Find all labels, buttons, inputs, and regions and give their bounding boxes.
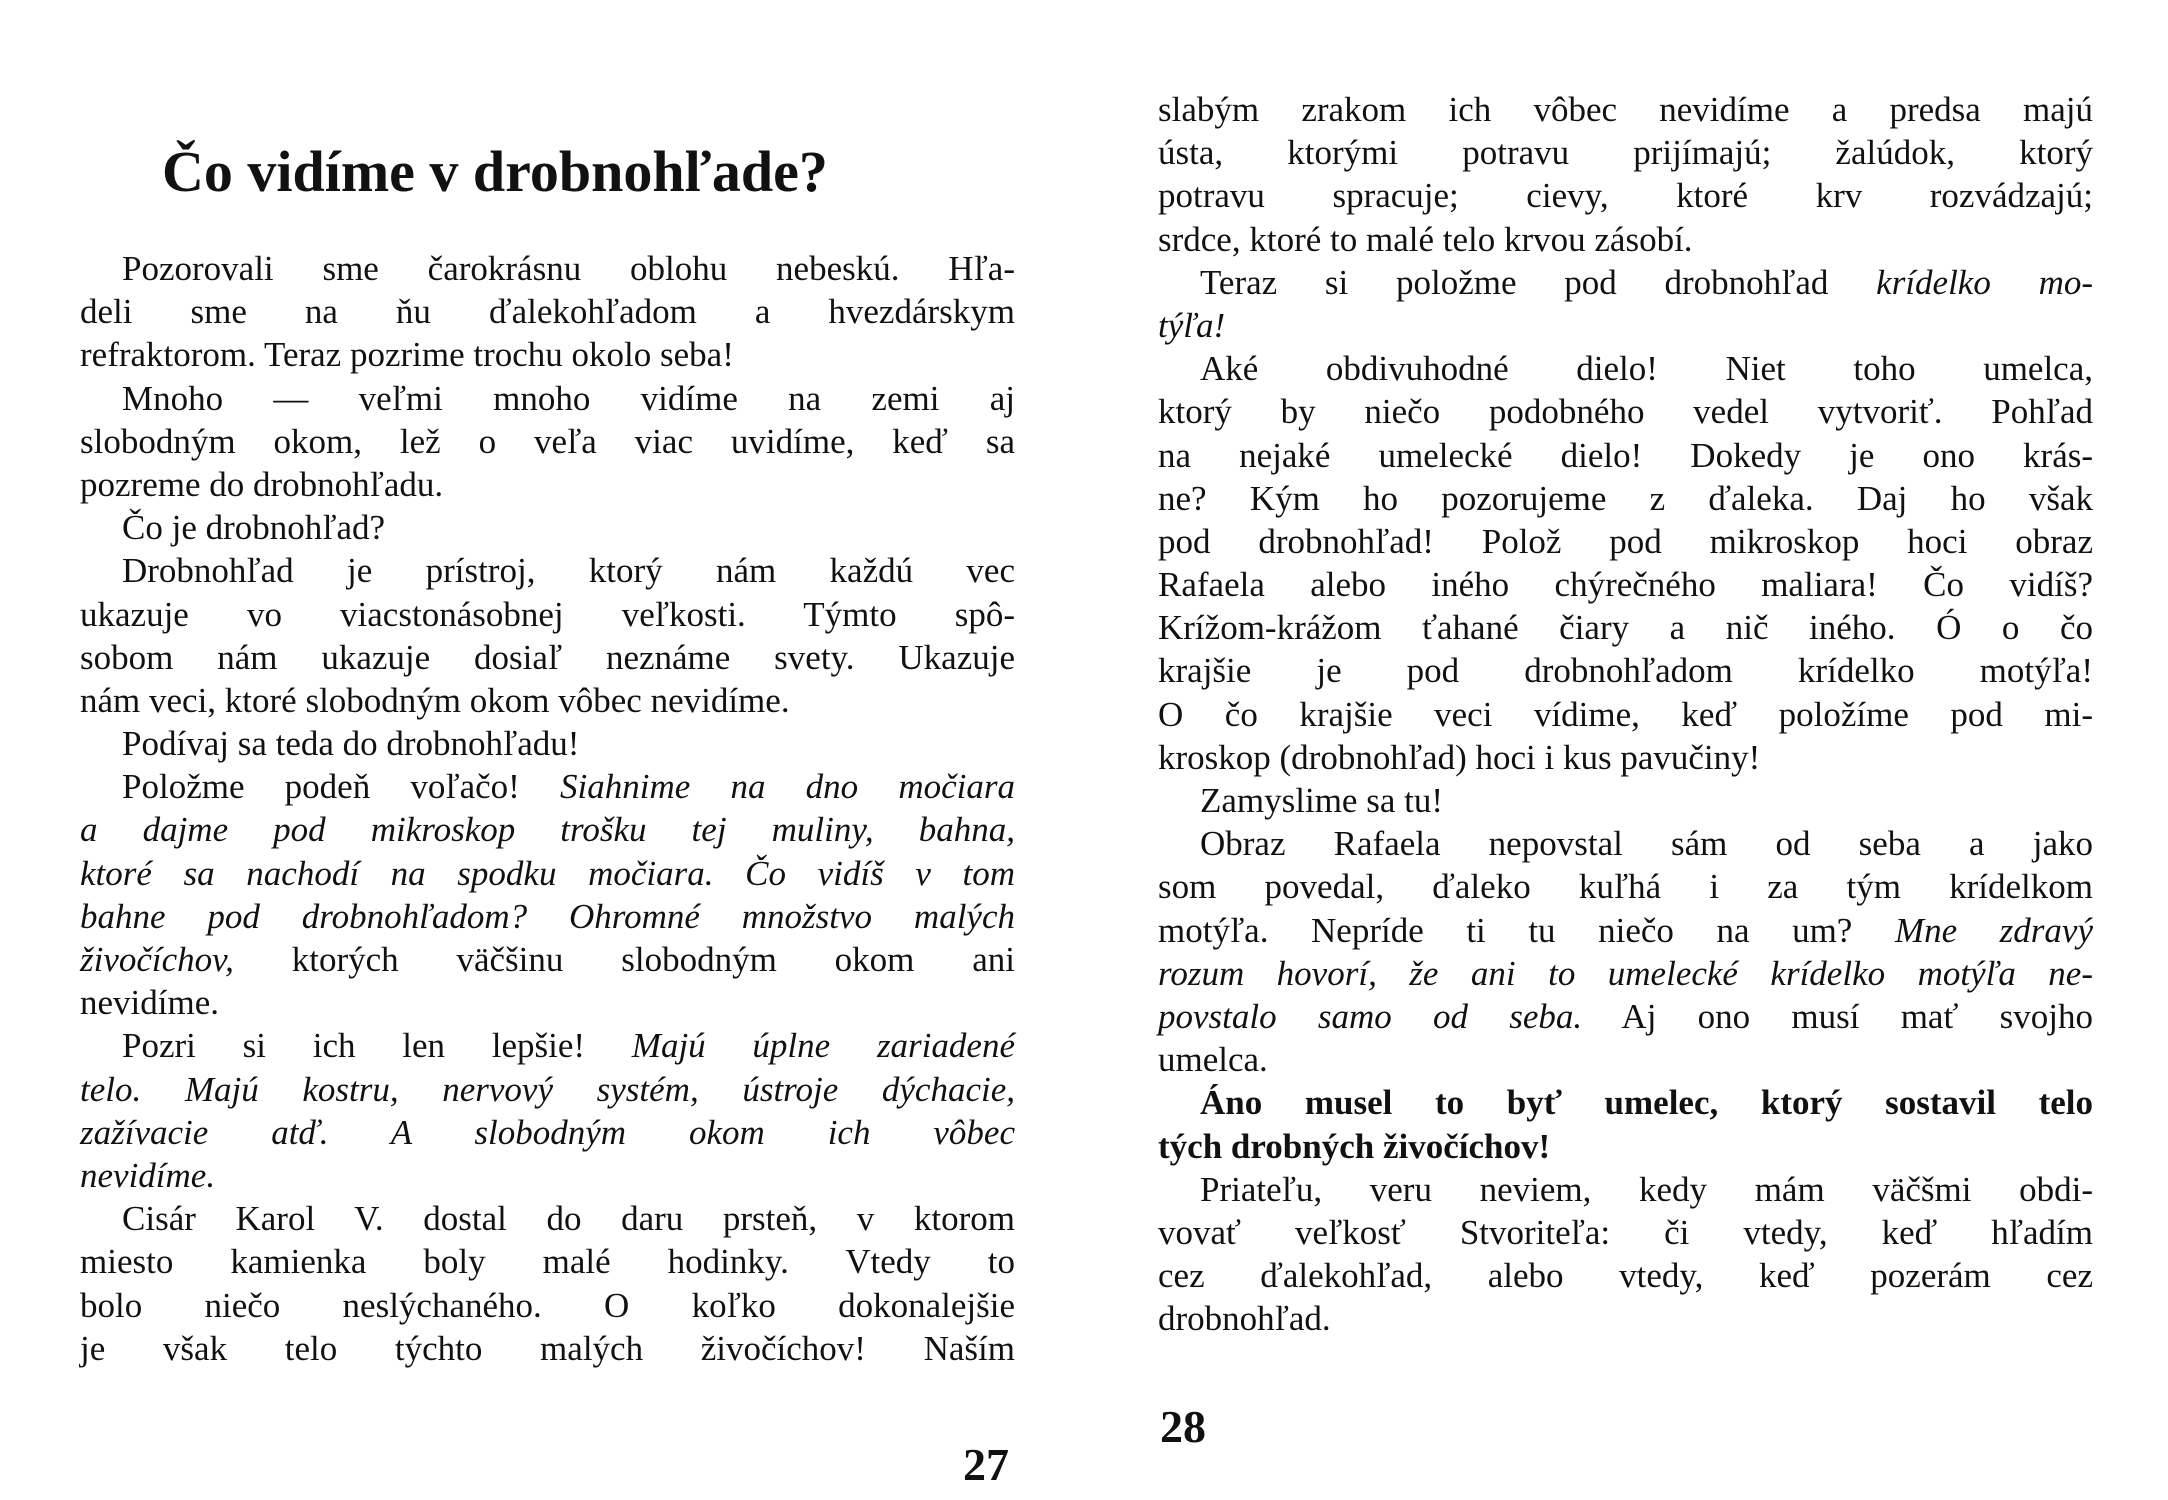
text-line-content: drobnohľad.: [1158, 1299, 1331, 1339]
text-line: [1158, 952, 2093, 995]
text-line: [1158, 779, 2093, 822]
text-line-content: Teraz si položme pod drobnohľad: [1200, 262, 1829, 302]
text-line-content: miesto kamienka boly malé hodinky. Vtedy to: [80, 1242, 1015, 1282]
text-line-content: pod drobnohľad! Polož pod mikroskop hoci obraz: [1158, 521, 2093, 561]
text-line: [1158, 736, 2093, 779]
text-line-content: srdce, ktoré to malé telo krvou zásobí.: [1158, 219, 1693, 259]
text-line: [80, 722, 1015, 765]
text-line-content: slobodným okom, lež o veľa viac uvidíme, keď sa: [80, 421, 1015, 461]
text-line-content: bahne pod drobnohľadom? Ohromné množstvo malých: [80, 896, 1015, 936]
text-line-content: Čo je drobnohľad?: [122, 508, 386, 548]
text-line-content: je však telo týchto malých živočíchov! Naším: [80, 1328, 1015, 1368]
text-line: [80, 1240, 1015, 1283]
text-line-content: nevidíme.: [80, 983, 219, 1023]
text-line: [1158, 261, 2093, 304]
text-line-content: krajšie je pod drobnohľadom krídelko motýľa!: [1158, 651, 2093, 691]
text-line: [80, 1197, 1015, 1240]
text-line: [80, 1024, 1015, 1067]
text-line: [1158, 1168, 2093, 1211]
text-line: [1158, 1081, 2093, 1124]
text-line: [1158, 649, 2093, 692]
text-line: [80, 981, 1015, 1024]
text-line: [1158, 1211, 2093, 1254]
text-line-content: ústa, ktorými potravu prijímajú; žalúdok, ktorý: [1158, 133, 2093, 173]
text-line-content: ne? Kým ho pozorujeme z ďaleka. Daj ho však: [1158, 478, 2093, 518]
text-line-content: ktoré sa nachodí na spodku močiara. Čo vidíš v tom: [80, 853, 1015, 893]
text-line-content: som povedal, ďaleko kuľhá i za tým krídelkom: [1158, 867, 2093, 907]
left-page-number: 27: [963, 1439, 1009, 1490]
text-line-content: Pozri si ich len lepšie!: [122, 1026, 586, 1066]
text-line: [80, 808, 1015, 851]
text-line-content: Podívaj sa teda do drobnohľadu!: [122, 724, 580, 764]
text-line: [80, 1111, 1015, 1154]
text-line: [80, 765, 1015, 808]
text-line: [1158, 1125, 2093, 1168]
text-line: [1158, 995, 2093, 1038]
text-line: [80, 549, 1015, 592]
text-line-content: rozum hovorí, že ani to umelecké krídelko motýľa ne-: [1158, 953, 2093, 993]
text-line: [1158, 606, 2093, 649]
text-line: [1158, 1297, 2093, 1340]
left-page-text: [80, 247, 1015, 1370]
text-line-content: ktorý by niečo podobného vedel vytvoriť. Pohľad: [1158, 392, 2093, 432]
text-line-content: bolo niečo neslýchaného. O koľko dokonalejšie: [80, 1285, 1015, 1325]
text-line: [1158, 563, 2093, 606]
text-line-content: pozreme do drobnohľadu.: [80, 464, 444, 504]
text-line: [1158, 1038, 2093, 1081]
page-title: Čo vidíme v drobnohľade?: [162, 139, 828, 204]
text-line-content: deli sme na ňu ďalekohľadom a hvezdárskym: [80, 292, 1015, 332]
text-line: [80, 938, 1015, 981]
text-line-content: povstalo samo od seba.: [1158, 996, 1583, 1036]
text-line: [1158, 693, 2093, 736]
text-line-content: Krížom-krážom ťahané čiary a nič iného. Ó o čo: [1158, 608, 2093, 648]
text-line-content: vovať veľkosť Stvoriteľa: či vtedy, keď hľadím: [1158, 1212, 2093, 1252]
text-line-italic-part: Mne zdravý: [1852, 910, 2093, 950]
text-line: [80, 463, 1015, 506]
right-page-number: 28: [1160, 1401, 1206, 1452]
text-line-content: Položme podeň voľačo!: [122, 767, 520, 807]
text-line: [1158, 218, 2093, 261]
right-page-text: [1158, 88, 2093, 1340]
text-line-content: refraktorom. Teraz pozrime trochu okolo seba!: [80, 335, 734, 375]
text-line: [80, 420, 1015, 463]
text-line-plain-part: ktorých väčšinu slobodným okom ani: [233, 940, 1015, 979]
text-line-content: telo. Majú kostru, nervový systém, ústroje dýchacie,: [80, 1069, 1015, 1109]
text-line-italic-part: Majú úplne zariadené: [585, 1026, 1015, 1066]
text-line: [1158, 88, 2093, 131]
text-line: [80, 895, 1015, 938]
text-line: [1158, 909, 2093, 952]
text-line-content: kroskop (drobnohľad) hoci i kus pavučiny!: [1158, 737, 1761, 777]
text-line: [80, 1327, 1015, 1370]
text-line: [80, 1284, 1015, 1327]
text-line-content: O čo krajšie veci vídime, keď položíme pod mi-: [1158, 694, 2093, 734]
text-line: [1158, 174, 2093, 217]
text-line: [1158, 390, 2093, 433]
text-line: [80, 1154, 1015, 1197]
text-line-content: Priateľu, veru neviem, kedy mám väčšmi obdi-: [1200, 1169, 2093, 1209]
text-line-content: Obraz Rafaela nepovstal sám od seba a jako: [1200, 824, 2093, 864]
text-line-content: Drobnohľad je prístroj, ktorý nám každú vec: [122, 551, 1015, 591]
text-line: [80, 247, 1015, 290]
text-line-content: tých drobných živočíchov!: [1158, 1126, 1551, 1166]
text-line-content: živočíchov,: [80, 940, 234, 979]
text-line-plain-part: Aj ono musí mať svojho: [1582, 996, 2094, 1036]
text-line-content: potravu spracuje; cievy, ktoré krv rozvádzajú;: [1158, 176, 2093, 216]
text-line: [1158, 1254, 2093, 1297]
text-line-content: Rafaela alebo iného chýrečného maliara! Čo vidíš?: [1158, 565, 2093, 605]
text-line-italic-part: Siahnime na dno močiara: [519, 767, 1015, 807]
text-line-content: nevidíme.: [80, 1155, 216, 1195]
text-line-content: umelca.: [1158, 1040, 1268, 1080]
text-line: [80, 636, 1015, 679]
text-line-content: nám veci, ktoré slobodným okom vôbec nevidíme.: [80, 680, 790, 720]
text-line: [80, 333, 1015, 376]
text-line-content: Zamyslime sa tu!: [1200, 781, 1444, 820]
text-line: [1158, 304, 2093, 347]
text-line-content: slabým zrakom ich vôbec nevidíme a predsa majú: [1158, 90, 2093, 129]
text-line: [1158, 434, 2093, 477]
text-line: [80, 593, 1015, 636]
text-line: [80, 852, 1015, 895]
text-line-content: a dajme pod mikroskop trošku tej muliny, bahna,: [80, 810, 1015, 850]
text-line: [80, 679, 1015, 722]
text-line: [1158, 347, 2093, 390]
text-line-content: cez ďalekohľad, alebo vtedy, keď pozerám cez: [1158, 1256, 2093, 1296]
text-line-content: Áno musel to byť umelec, ktorý sostavil telo: [1200, 1083, 2093, 1123]
text-line: [80, 290, 1015, 333]
text-line-content: ukazuje vo viacstonásobnej veľkosti. Týmto spô-: [80, 594, 1015, 634]
text-line-content: sobom nám ukazuje dosiaľ neznáme svety. Ukazuje: [80, 637, 1015, 677]
text-line-content: zažívacie atď. A slobodným okom ich vôbec: [80, 1112, 1015, 1152]
text-line-content: Aké obdivuhodné dielo! Niet toho umelca,: [1200, 349, 2093, 389]
text-line: [80, 377, 1015, 420]
text-line: [1158, 131, 2093, 174]
text-line-content: Pozorovali sme čarokrásnu oblohu nebeskú. Hľa-: [122, 249, 1015, 288]
text-line-content: Mnoho — veľmi mnoho vidíme na zemi aj: [122, 378, 1015, 418]
text-line-italic-part: krídelko mo-: [1828, 262, 2093, 302]
text-line-content: týľa!: [1158, 305, 1226, 345]
text-line: [1158, 520, 2093, 563]
text-line: [80, 506, 1015, 549]
text-line: [80, 1068, 1015, 1111]
text-line-content: na nejaké umelecké dielo! Dokedy je ono krás-: [1158, 435, 2093, 475]
text-line: [1158, 822, 2093, 865]
text-line: [1158, 477, 2093, 520]
text-line: [1158, 865, 2093, 908]
text-line-content: Cisár Karol V. dostal do daru prsteň, v ktorom: [122, 1199, 1015, 1239]
text-line-content: motýľa. Nepríde ti tu niečo na um?: [1158, 910, 1853, 950]
